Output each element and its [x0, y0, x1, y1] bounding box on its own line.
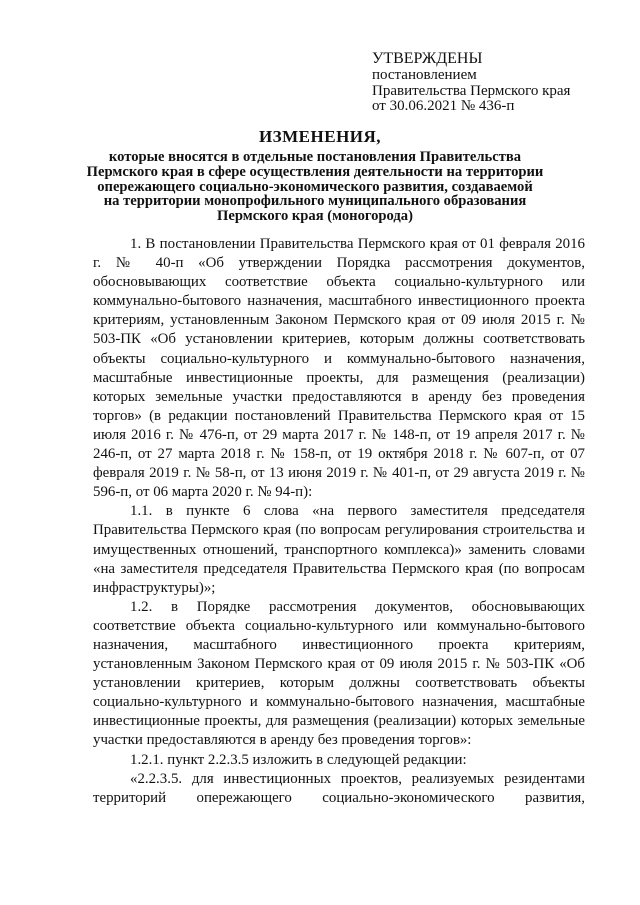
- approval-line: постановлением: [372, 67, 477, 83]
- approval-date-number: от 30.06.2021 № 436-п: [372, 98, 515, 114]
- subtitle-line: на территории монопрофильного муниципального образования: [103, 193, 527, 210]
- subtitle-line: которые вносятся в отдельные постановления Правительства: [108, 149, 522, 165]
- document-title: ИЗМЕНЕНИЯ,: [258, 127, 382, 146]
- subtitle-line: опережающего социально-экономического развития, создаваемой: [97, 178, 533, 195]
- approval-heading: УТВЕРЖДЕНЫ: [372, 50, 483, 67]
- document-body: [93, 235, 585, 808]
- approval-line: Правительства Пермского края: [372, 82, 571, 99]
- paragraph-1-2-1: 1.2.1. пункт 2.2.3.5 изложить в следующей редакции:: [130, 751, 467, 768]
- subtitle-line: Пермского края (моногорода): [217, 208, 413, 225]
- paragraph-quote: «2.2.3.5. для инвестиционных проектов, реализуемых резидентами территорий опережающего социально-экономического развития,: [93, 770, 585, 806]
- paragraph-1-2: 1.2. в Порядке рассмотрения документов, обосновывающих соответствие объекта социально-культурного или коммунально-бытового назначения, масштабного инвестиционного проекта критериям, установленным Законом Пермского края от 09 июля 2015 г. № 503-ПК «Об установлении критериев, которым должны соответствовать объекты социально-культурного и коммунально-бытового назначения, масштабные инвестиционные проекты, для размещения (реализации) которых земельные участки предоставляются в аренду без проведения торгов»:: [93, 598, 585, 749]
- paragraph-1-1: 1.1. в пункте 6 слова «на первого заместителя председателя Правительства Пермского края (по вопросам регулирования строительства и имущественных отношений, транспортного комплекса)» заменить словами «на заместителя председателя Правительства Пермского края (по вопросам инфраструктуры)»;: [93, 503, 585, 596]
- subtitle-line: Пермского края в сфере осуществления деятельности на территории: [86, 163, 544, 180]
- document-subtitle: [80, 150, 550, 224]
- approval-stamp: [372, 50, 570, 115]
- paragraph-1: 1. В постановлении Правительства Пермского края от 01 февраля 2016 г. № 40-п «Об утверждении Порядка рассмотрения документов, обосновывающих соответствие объекта социально-культурного или коммунально-бытового назначения, масштабного инвестиционного проекта критериям, установленным Законом Пермского края от 09 июля 2015 г. № 503-ПК «Об установлении критериев, которым должны соответствовать объекты социально-культурного и коммунально-бытового назначения, масштабные инвестиционные проекты, для размещения (реализации) которых земельные участки предоставляются в аренду без проведения торгов» (в редакции постановлений Правительства Пермского края от 15 июля 2016 г. № 476-п, от 29 марта 2017 г. № 148-п, от 19 апреля 2017 г. № 246-п, от 27 марта 2018 г. № 158-п, от 19 октября 2018 г. № 607-п, от 07 февраля 2019 г. № 58-п, от 13 июня 2019 г. № 401-п, от 29 августа 2019 г. № 596-п, от 06 марта 2020 г. № 94-п):: [93, 236, 585, 501]
